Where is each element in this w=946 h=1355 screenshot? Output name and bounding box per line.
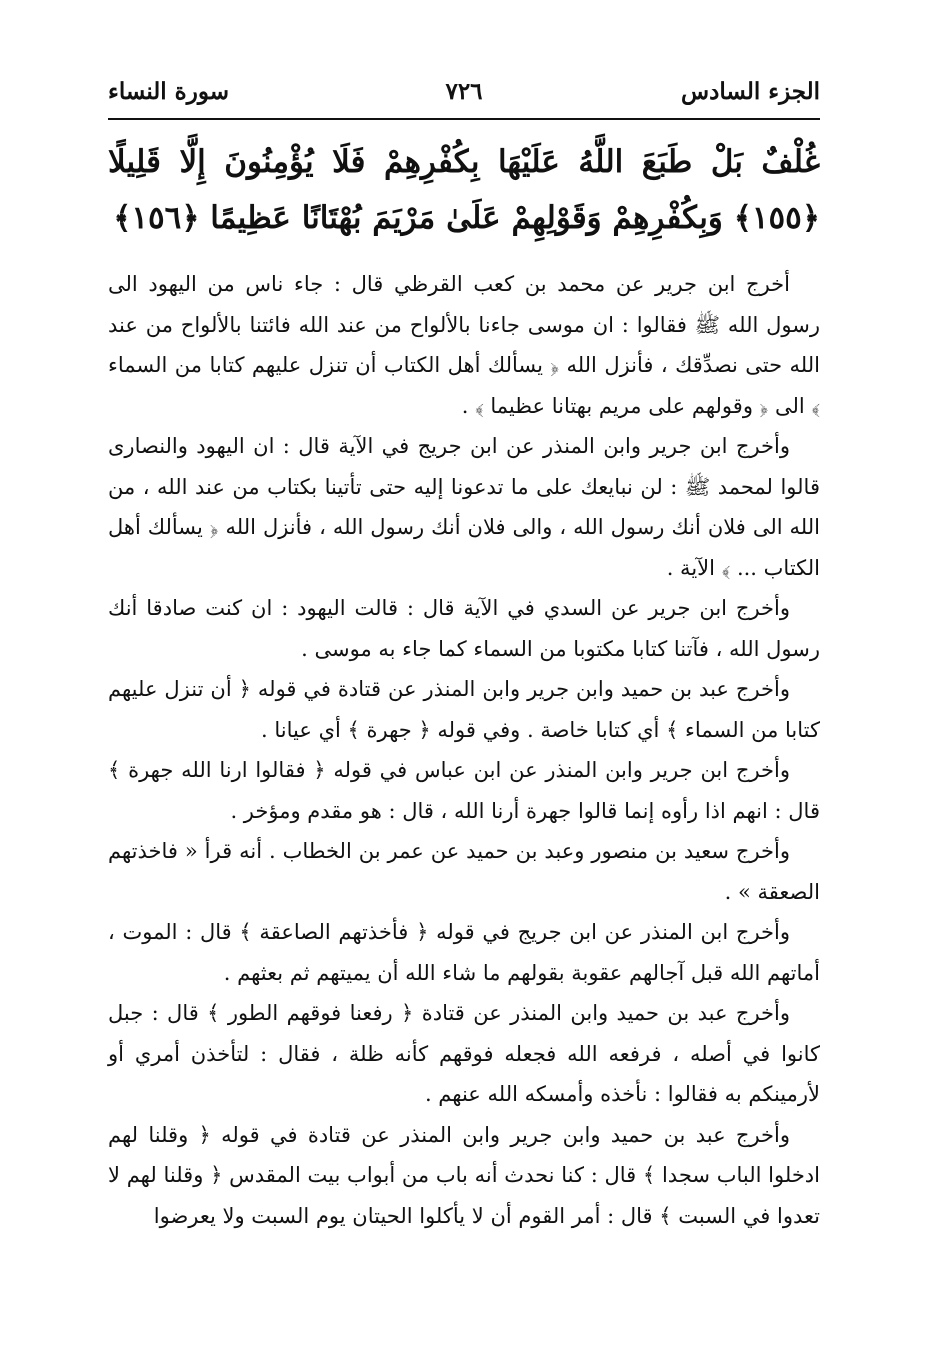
commentary-paragraph: وأخرج عبد بن حميد وابن جرير وابن المنذر عن قتادة في قوله ﴿ وقلنا لهم ادخلوا الباب سجدا ﴾ قال : كنا نحدث أنه باب من أبواب بيت المقدس ﴿ وقلنا لهم لا تعدوا في السبت ﴾ قال : أمر القوم أن لا يأكلوا الحيتان يوم السبت ولا يعرضوا xyxy=(108,1122,820,1228)
commentary-paragraph: وأخرج عبد بن حميد وابن جرير وابن المنذر عن قتادة في قوله ﴿ أن تنزل عليهم كتابا من السماء ﴾ أي كتابا خاصة . وفي قوله ﴿ جهرة ﴾ أي عيانا . xyxy=(108,677,820,742)
commentary-paragraph: وأخرج ابن المنذر عن ابن جريج في قوله ﴿ فأخذتهم الصاعقة ﴾ قال : الموت ، أماتهم الله قبل آجالهم عقوبة بقولهم ما شاء الله أن يميتهم ثم بعثهم . xyxy=(108,920,820,985)
part-title: الجزء السادس xyxy=(681,78,820,105)
page-number: ٧٢٦ xyxy=(445,78,483,105)
commentary-body xyxy=(108,264,820,1236)
commentary-paragraph: وأخرج ابن جرير وابن المنذر عن ابن عباس في قوله ﴿ فقالوا ارنا الله جهرة ﴾ قال : انهم اذا رأوه إنما قالوا جهرة أرنا الله ، قال : هو مقدم ومؤخر . xyxy=(108,758,820,823)
quran-verse: غُلْفٌ بَلْ طَبَعَ اللَّهُ عَلَيْهَا بِكُفْرِهِمْ فَلَا يُؤْمِنُونَ إِلَّا قَلِيلًا ﴿١٥٥﴾ وَبِكُفْرِهِمْ وَقَوْلِهِمْ عَلَىٰ مَرْيَمَ بُهْتَانًا عَظِيمًا ﴿١٥٦﴾ xyxy=(108,144,820,236)
commentary-paragraph: وأخرج عبد بن حميد وابن المنذر عن قتادة ﴿ رفعنا فوقهم الطور ﴾ قال : جبل كانوا في أصله ، فرفعه الله فجعله فوقهم كأنه ظلة ، فقال : لتأخذن أمري أو لأرمينكم به فقالوا : نأخذه وأمسكه الله عنهم . xyxy=(108,1001,820,1106)
header-rule xyxy=(108,118,820,120)
commentary-paragraph: وأخرج سعيد بن منصور وعبد بن حميد عن عمر بن الخطاب . أنه قرأ « فاخذتهم الصعقة » . xyxy=(108,839,820,904)
commentary-paragraph: وأخرج ابن جرير وابن المنذر عن ابن جريج في الآية قال : ان اليهود والنصارى قالوا لمحمد ﷺ : لن نبايعك على ما تدعونا إليه حتى تأتينا بكتاب من عند الله ، من الله الى فلان أنك رسول الله ، والى فلان أنك رسول الله ، فأنزل الله ﴿ يسألك أهل الكتاب ... ﴾ الآية . xyxy=(108,434,820,580)
commentary-paragraph: أخرج ابن جرير عن محمد بن كعب القرظي قال : جاء ناس من اليهود الى رسول الله ﷺ فقالوا : ان موسى جاءنا بالألواح من عند الله فائتنا بالألواح من عند الله حتى نصدِّقك ، فأنزل الله ﴿ يسألك أهل الكتاب أن تنزل عليهم كتابا من السماء ﴾ الى ﴿ وقولهم على مريم بهتانا عظيما ﴾ . xyxy=(108,272,820,418)
surah-title: سورة النساء xyxy=(108,78,229,105)
commentary-paragraph: وأخرج ابن جرير عن السدي في الآية قال : قالت اليهود : ان كنت صادقا أنك رسول الله ، فآتنا كتابا مكتوبا من السماء كما جاء به موسى . xyxy=(108,596,820,661)
running-header xyxy=(108,72,820,112)
